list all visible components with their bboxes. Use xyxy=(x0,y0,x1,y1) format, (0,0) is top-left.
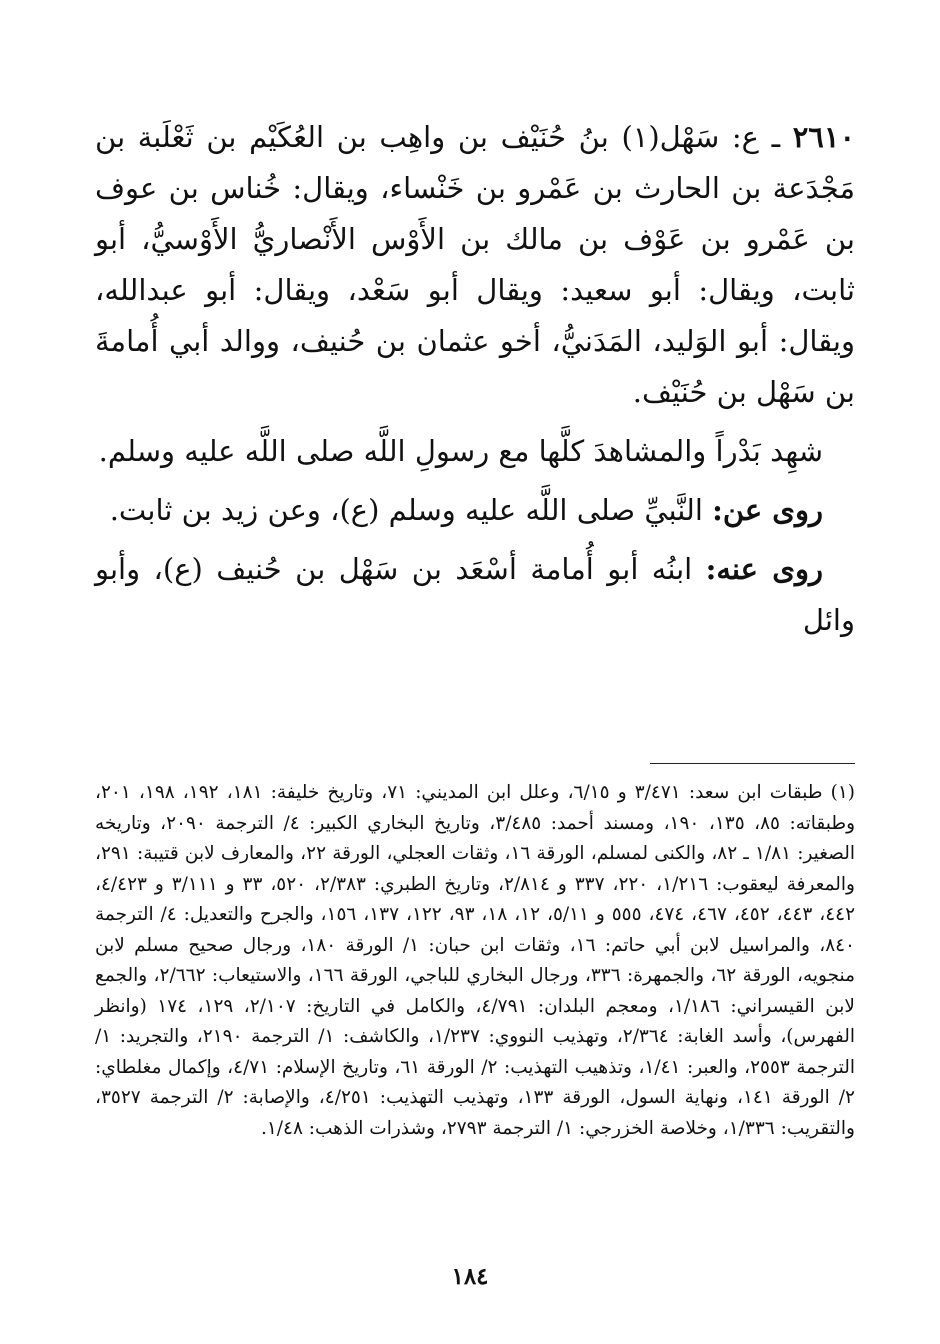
biography-text xyxy=(95,112,855,646)
footnote xyxy=(95,778,855,1144)
page-number: ١٨٤ xyxy=(451,1263,489,1290)
rawa-anhu-paragraph xyxy=(95,544,855,646)
rawa-an-label: روى عن: xyxy=(712,493,823,527)
rawa-anhu-label: روى عنه: xyxy=(705,552,823,586)
footnote-separator xyxy=(650,763,855,764)
entry-number: ٢٦١٠ xyxy=(792,120,856,154)
shahid-paragraph: شهِد بَدْراً والمشاهدَ كلَّها مع رسولِ اللَّه صلى اللَّه عليه وسلم. xyxy=(98,434,823,468)
rawa-an-paragraph xyxy=(95,485,855,536)
rawa-anhu-text: ابنُه أبو أُمامة أسْعَد بن سَهْل بن حُنيف (ع)، وأبو وائل xyxy=(95,552,855,637)
entry-heading xyxy=(95,112,855,418)
rawa-an-text: النَّبيِّ صلى اللَّه عليه وسلم (ع)، وعن زيد بن ثابت. xyxy=(109,493,703,527)
footnote-text: (١) طبقات ابن سعد: ٣/٤٧١ و ٦/١٥، وعلل ابن المديني: ٧١، وتاريخ خليفة: ١٨١، ١٩٢، ١٩٨، ٢٠١، وطبقاته: ٨٥، ١٣٥، ١٩٠، ومسند أحمد: ٣/٤٨٥، وتاريخ البخاري الكبير: ٤/ الترجمة ٢٠٩٠، وتاريخه الصغير: ١/٨١ ـ ٨٢، والكنى لمسلم، الورقة ١٦، وثقات العجلي، الورقة ٢٢، والمعارف لابن قتيبة: ٢٩١، والمعرفة ليعقوب: ١/٢١٦، ٢٢٠، ٣٣٧ و ٢/٨١٤، وتاريخ الطبري: ٢/٣٨٣، ٥٢٠، ٣٣ و ٣/١١١ و ٤/٤٢٣، ٤٤٢، ٤٤٣، ٤٥٢، ٤٦٧، ٤٧٤، ٥٥٥ و ٥/١١، ١٢، ١٨، ٩٣، ١٢٢، ١٣٧، ١٥٦، والجرح والتعديل: ٤/ الترجمة ٨٤٠، والمراسيل لابن أبي حاتم: ١٦، وثقات ابن حبان: ١/ الورقة ١٨٠، ورجال صحيح مسلم لابن منجويه، الورقة ٦٢، والجمهرة: ٣٣٦، ورجال البخاري للباجي، الورقة ١٦٦، والاستيعاب: ٢/٦٦٢، والجمع لابن القيسراني: ١/١٨٦، ومعجم البلدان: ٤/٧٩١، والكامل في التاريخ: ٢/١٠٧، ١٢٩، ١٧٤ (وانظر الفهرس)، وأسد الغابة: ٢/٣٦٤، وتهذيب النووي: ١/٢٣٧، والكاشف: ١/ الترجمة ٢١٩٠، والتجريد: ١/ الترجمة ٢٥٥٣، والعبر: ١/٤١، وتذهيب التهذيب: ٢/ الورقة ٦١، وتاريخ الإسلام: ٤/٧١، وإكمال مغلطاي: ٢/ الورقة ١٤١، ونهاية السول، الورقة ١٣٣، وتهذيب التهذيب: ٤/٢٥١، والإصابة: ٢/ الترجمة ٣٥٢٧، والتقريب: ١/٣٣٦، وخلاصة الخزرجي: ١/ الترجمة ٢٧٩٣، وشذرات الذهب: ١/٤٨. xyxy=(95,782,856,1139)
page-body xyxy=(95,112,856,1139)
entry-heading-text: ـ ع: سَهْل(١) بنُ حُنَيْف بن واهِب بن العُكَيْم بن ثَعْلَبة بن مَجْدَعة بن الحارث بن عَمْرو بن خَنْساء، ويقال: خُناس بن عوف بن عَمْرو بن عَوْف بن مالك بن الأَوْس الأَنْصاريُّ الأَوْسيُّ، أبو ثابت، ويقال: أبو سعيد: ويقال أبو سَعْد، ويقال: أبو عبدالله، ويقال: أبو الوَليد، المَدَنيُّ، أخو عثمان بن حُنيف، ووالد أبي أُمامةَ بن سَهْل بن حُنَيْف. xyxy=(95,120,855,409)
